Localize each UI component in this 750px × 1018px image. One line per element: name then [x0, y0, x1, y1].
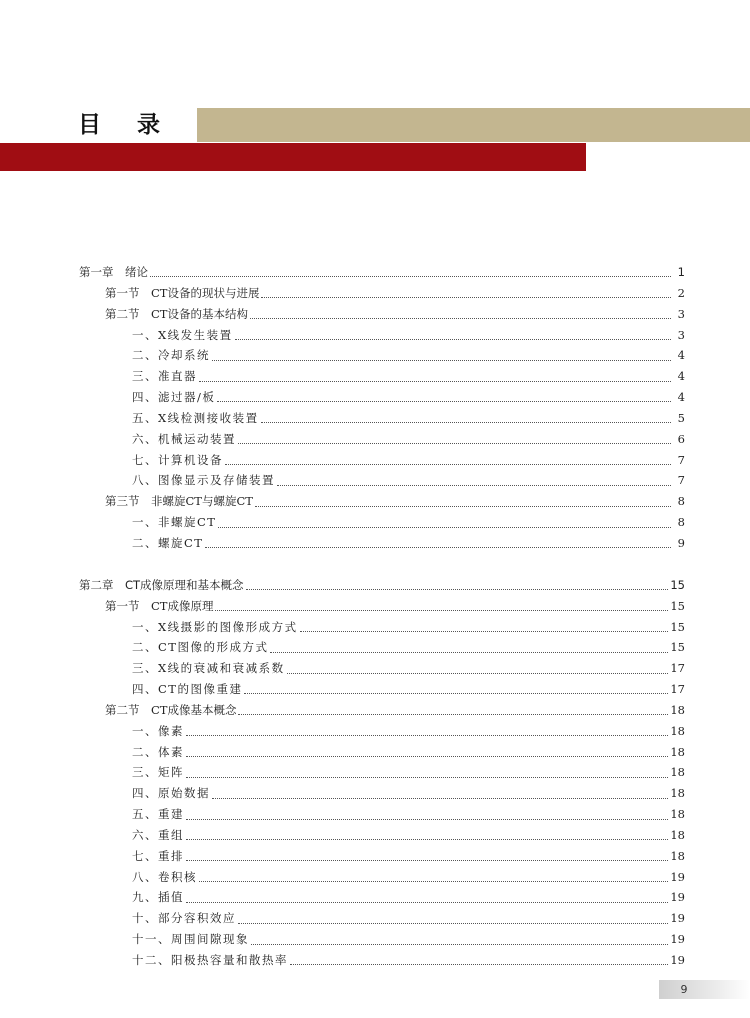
- dot-leader: [287, 672, 669, 674]
- toc-entry-label: 七、计算机设备: [132, 452, 223, 467]
- toc-entry-page: 4: [677, 390, 685, 405]
- toc-entry-label: 第一章 绪论: [79, 265, 148, 279]
- dot-leader: [186, 859, 668, 861]
- toc-entry-label: 第二章 CT成像原理和基本概念: [79, 577, 244, 592]
- dot-leader: [238, 922, 668, 924]
- toc-entry-label: 九、插值: [132, 890, 184, 905]
- dot-leader: [270, 651, 668, 653]
- dot-leader: [255, 505, 671, 507]
- toc-entry-page: 19: [670, 932, 685, 947]
- page-number: 9: [680, 983, 688, 996]
- dot-leader: [225, 463, 671, 465]
- toc-item[interactable]: [79, 762, 685, 783]
- page-title: 目 录: [78, 112, 175, 138]
- toc-entry-page: 7: [677, 473, 685, 488]
- toc-entry-page: 5: [677, 410, 685, 425]
- toc-entry-page: 8: [677, 494, 685, 509]
- dot-leader: [261, 421, 671, 423]
- toc-section[interactable]: [79, 304, 685, 325]
- toc-entry-page: 18: [670, 848, 685, 863]
- dot-leader: [186, 901, 668, 903]
- toc-item[interactable]: [79, 679, 685, 700]
- toc-item[interactable]: [79, 533, 685, 554]
- toc-item[interactable]: [79, 908, 685, 929]
- toc-item[interactable]: [79, 783, 685, 804]
- toc-entry-label: 三、准直器: [132, 369, 197, 384]
- dot-leader: [251, 943, 668, 945]
- toc-entry-page: 15: [670, 577, 685, 592]
- dot-leader: [250, 317, 671, 319]
- dot-leader: [244, 692, 668, 694]
- toc-entry-label: 第一节 CT设备的现状与进展: [105, 285, 260, 300]
- toc-item[interactable]: [79, 846, 685, 867]
- chapter-gap: [79, 554, 685, 575]
- toc-section[interactable]: [79, 283, 685, 304]
- dot-leader: [290, 963, 668, 965]
- toc-entry-label: 七、重排: [132, 848, 184, 863]
- toc-entry-label: 十、部分容积效应: [132, 911, 236, 926]
- dot-leader: [246, 588, 669, 590]
- toc-entry-page: 7: [677, 452, 685, 467]
- header-red-band: [0, 143, 586, 171]
- toc-entry-label: 二、螺旋CT: [132, 535, 204, 550]
- toc-entry-label: 二、体素: [132, 744, 184, 759]
- toc-item[interactable]: [79, 887, 685, 908]
- dot-leader: [215, 609, 668, 611]
- toc-entry-label: 二、CT图像的形成方式: [132, 640, 269, 655]
- toc-entry-label: 四、原始数据: [132, 786, 210, 801]
- toc-entry-label: 第二节 CT成像基本概念: [105, 702, 237, 717]
- toc-entry-page: 18: [670, 807, 685, 822]
- toc-entry-label: 五、重建: [132, 807, 184, 822]
- toc-entry-label: 四、滤过器/板: [132, 390, 216, 405]
- toc-chapter[interactable]: [79, 575, 685, 596]
- dot-leader: [238, 442, 671, 444]
- dot-leader: [212, 359, 671, 361]
- toc-section[interactable]: [79, 491, 685, 512]
- toc-entry-page: 8: [677, 515, 685, 530]
- toc-item[interactable]: [79, 804, 685, 825]
- dot-leader: [235, 338, 671, 340]
- toc-item[interactable]: [79, 512, 685, 533]
- toc-entry-label: 第二节 CT设备的基本结构: [105, 306, 248, 321]
- toc-entry-label: 六、重组: [132, 827, 184, 842]
- toc-entry-label: 六、机械运动装置: [132, 431, 236, 446]
- toc-entry-label: 二、冷却系统: [132, 348, 210, 363]
- toc-entry-page: 1: [677, 265, 685, 279]
- toc-entry-label: 一、像素: [132, 723, 184, 738]
- toc-entry-label: 一、X线摄影的图像形成方式: [132, 619, 298, 634]
- toc-entry-label: 三、矩阵: [132, 765, 184, 780]
- toc-entry-page: 3: [677, 306, 685, 321]
- dot-leader: [205, 546, 671, 548]
- dot-leader: [199, 380, 671, 382]
- toc-item[interactable]: [79, 658, 685, 679]
- dot-leader: [186, 734, 668, 736]
- toc-entry-page: 18: [670, 765, 685, 780]
- dot-leader: [238, 713, 668, 715]
- toc-entry-label: 一、非螺旋CT: [132, 515, 217, 530]
- toc-item[interactable]: [79, 617, 685, 638]
- toc-entry-page: 18: [670, 702, 685, 717]
- toc-entry-label: 三、X线的衰减和衰减系数: [132, 661, 285, 676]
- toc-entry-label: 五、X线检测接收装置: [132, 410, 259, 425]
- dot-leader: [261, 296, 671, 298]
- toc-item[interactable]: [79, 345, 685, 366]
- toc-section[interactable]: [79, 596, 685, 617]
- toc-entry-page: 18: [670, 827, 685, 842]
- toc-item[interactable]: [79, 470, 685, 491]
- toc-entry-label: 八、卷积核: [132, 869, 197, 884]
- page-number-box: [659, 980, 750, 999]
- toc-entry-page: 18: [670, 744, 685, 759]
- toc-entry-label: 十二、阳极热容量和散热率: [132, 953, 288, 967]
- dot-leader: [186, 818, 668, 820]
- toc-entry-page: 19: [670, 890, 685, 905]
- toc-entry-page: 15: [670, 598, 685, 613]
- toc-item[interactable]: [79, 929, 685, 950]
- toc-entry-page: 17: [670, 661, 685, 676]
- toc-section[interactable]: [79, 700, 685, 721]
- toc-item[interactable]: [79, 450, 685, 471]
- toc-entry-page: 19: [670, 911, 685, 926]
- dot-leader: [300, 630, 669, 632]
- dot-leader: [218, 526, 671, 528]
- toc-item[interactable]: [79, 387, 685, 408]
- toc-entry-page: 2: [677, 285, 685, 300]
- dot-leader: [186, 755, 668, 757]
- toc-item[interactable]: [79, 429, 685, 450]
- toc-item[interactable]: [79, 366, 685, 387]
- dot-leader: [212, 797, 668, 799]
- toc-item[interactable]: [79, 825, 685, 846]
- dot-leader: [199, 880, 668, 882]
- toc-entry-label: 四、CT的图像重建: [132, 682, 243, 697]
- toc-item[interactable]: [79, 637, 685, 658]
- dot-leader: [217, 400, 671, 402]
- dot-leader: [277, 484, 671, 486]
- toc-entry-label: 第三节 非螺旋CT与螺旋CT: [105, 494, 253, 509]
- toc-item[interactable]: [79, 325, 685, 346]
- toc-chapter[interactable]: [79, 262, 685, 283]
- toc-entry-page: 17: [670, 682, 685, 697]
- toc-item[interactable]: [79, 742, 685, 763]
- dot-leader: [186, 776, 668, 778]
- toc-item[interactable]: [79, 408, 685, 429]
- toc-entry-label: 一、X线发生装置: [132, 327, 233, 342]
- toc-entry-page: 3: [677, 327, 685, 342]
- toc-item[interactable]: [79, 950, 685, 971]
- toc-item[interactable]: [79, 721, 685, 742]
- dot-leader: [150, 275, 671, 277]
- toc-entry-label: 八、图像显示及存储装置: [132, 473, 275, 488]
- toc-entry-page: 15: [670, 640, 685, 655]
- toc-entry-page: 18: [670, 786, 685, 801]
- toc-entry-page: 9: [677, 535, 685, 550]
- toc-entry-page: 18: [670, 723, 685, 738]
- toc-entry-page: 6: [677, 431, 685, 446]
- toc-entry-page: 4: [677, 369, 685, 384]
- table-of-contents: [79, 262, 685, 971]
- toc-entry-label: 第一节 CT成像原理: [105, 598, 214, 613]
- toc-entry-page: 15: [670, 619, 685, 634]
- toc-entry-page: 19: [670, 869, 685, 884]
- header-tan-band: [197, 108, 750, 142]
- toc-entry-page: 4: [677, 348, 685, 363]
- dot-leader: [186, 838, 668, 840]
- toc-entry-page: 19: [670, 953, 685, 967]
- toc-item[interactable]: [79, 867, 685, 888]
- toc-entry-label: 十一、周围间隙现象: [132, 932, 249, 947]
